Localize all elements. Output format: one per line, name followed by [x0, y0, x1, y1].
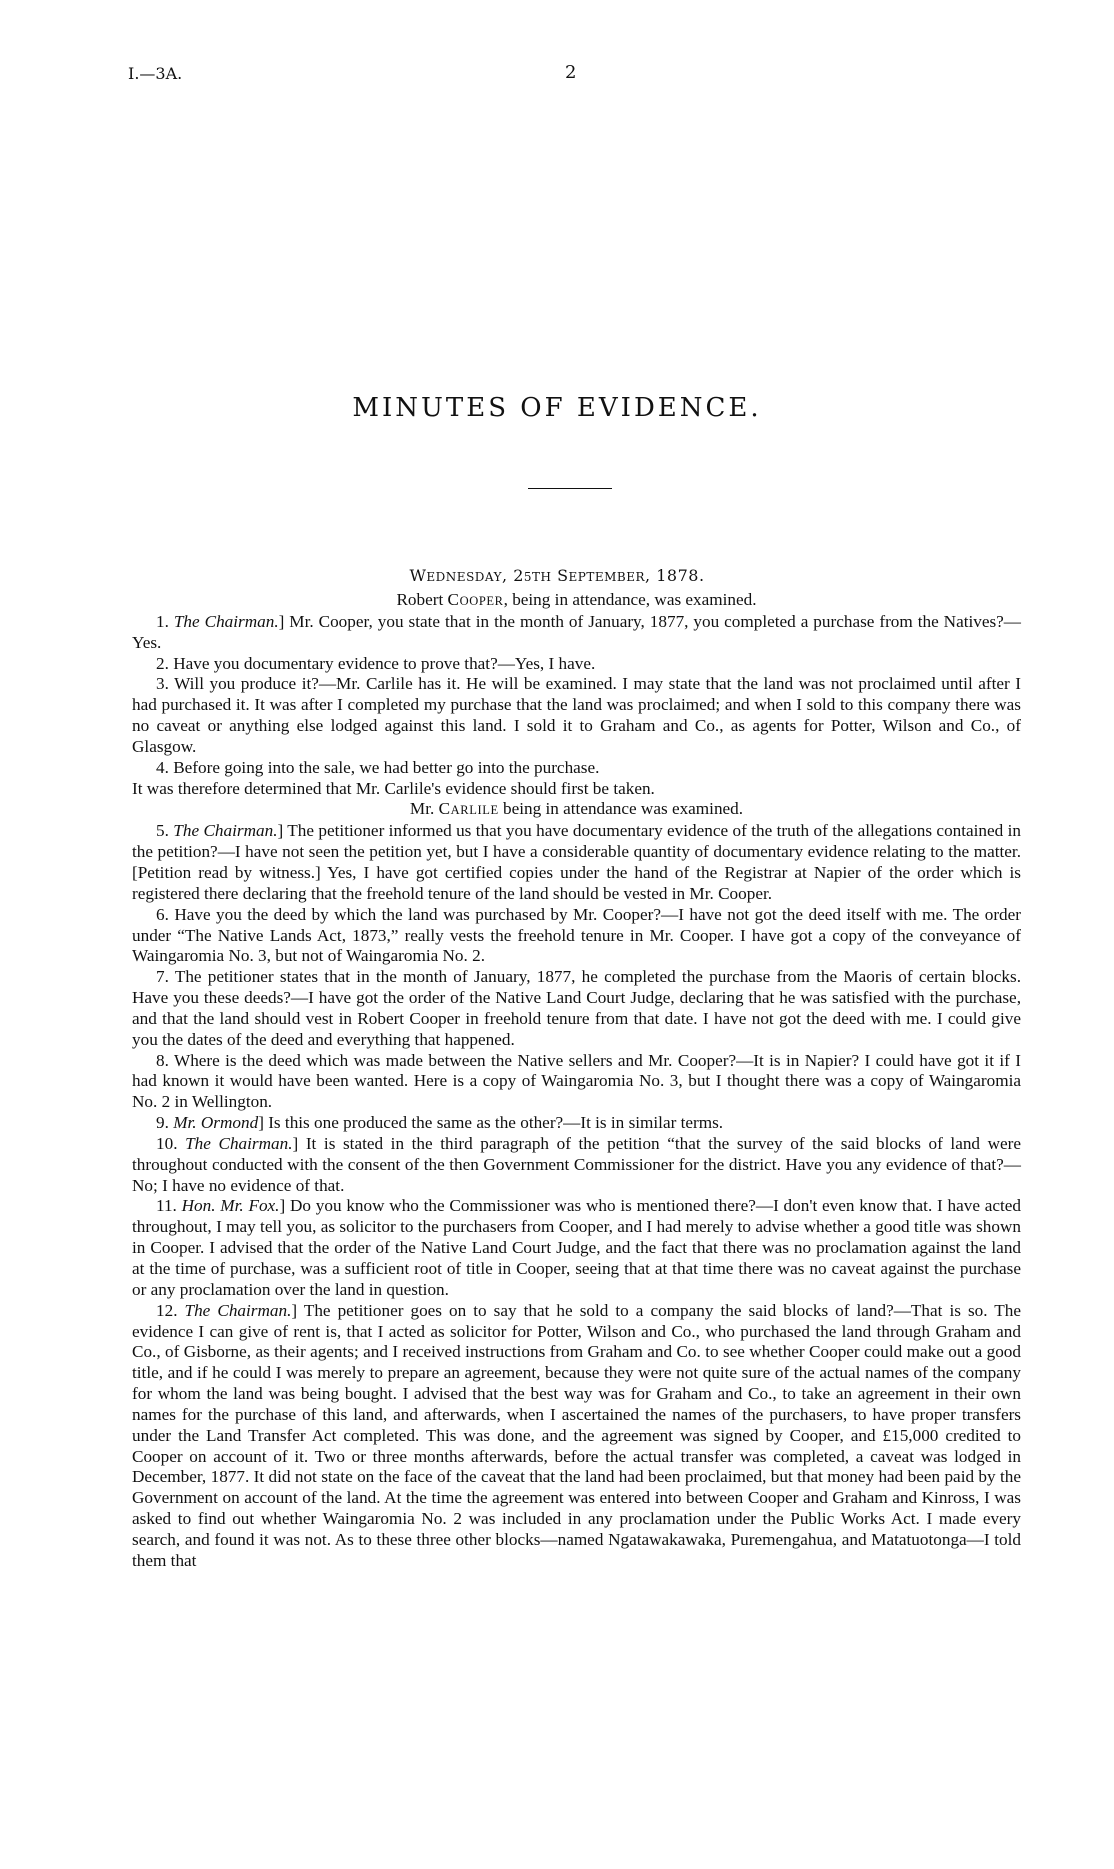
question-number: 11. — [156, 1196, 182, 1216]
day: 25TH — [513, 566, 552, 585]
question-2: 2. Have you documentary evidence to prove that?—Yes, I have. — [156, 653, 596, 673]
question-text: ] The petitioner goes on to say that he sold to a company the said blocks of land?—That is so. The evidence I can give of rent is, that I acted as solicitor for Potter, Wilson and Co., who purchased the land through Graham and Co., of Gisborne, as their agents; and I received instructions from Graham and Co. to see whether Cooper could make out a good title, and if he could I was merely to prepare an agreement, because they were not quite sure of the actual names of the company for whom the land was being bought. I advised that the best way was for Graham and Co., to take an agreement in their own names for the purchase of this land, and afterwards, when I ascertained the names of the purchasers, to have proper transfers under the Land Transfer Act completed. This was done, and the agreement was signed by Cooper, and £15,000 credited to Cooper on account of it. Two or three months afterwards, before the actual transfer was completed, a caveat was lodged in December, 1877. It did not state on the face of the caveat that the land had been proclaimed, but that money had been paid by the Government on account of the land. At the time the agreement was entered into between Cooper and Graham and Kinross, I was asked to find out whether Waingaromia No. 2 was included in any proclamation under the Public Works Act. I made every search, and found it was not. As to these three other blocks—named Ngatawakawaka, Puremengahua, and Matatuotonga—I told them that — [132, 1300, 1022, 1570]
question-number: 5. — [156, 821, 174, 841]
question-number: 12. — [156, 1300, 185, 1320]
evidence-body — [132, 590, 1021, 1572]
witness-intro — [132, 590, 1021, 612]
question-text: ] The petitioner informed us that you have documentary evidence of the truth of the allegations contained in the petition?—I have not seen the petition yet, but I have a considerable quantity of documentary evidence relating to the matter. [Petition read by witness.] Yes, I have got certified copies under the hand of the Registrar at Napier of the order which is registered there declaring that the freehold tenure of the land should be vested in Mr. Cooper. — [132, 821, 1022, 903]
session-date: WEDNESDAY, 25TH SEPTEMBER, 1878. — [409, 566, 705, 585]
witness-first-name: Robert — [396, 590, 448, 609]
title-divider — [528, 488, 612, 489]
witness-intro-text: being in attendance was examined. — [498, 799, 744, 819]
question-12 — [132, 1301, 1021, 1572]
question-1 — [132, 612, 1021, 654]
speaker: The Chairman. — [173, 611, 279, 631]
year: , 1878. — [645, 566, 705, 585]
speaker: The Chairman. — [173, 821, 278, 841]
procedural-note: It was therefore determined that Mr. Carlile's evidence should first be taken. — [132, 778, 655, 798]
question-9 — [132, 1113, 1021, 1134]
page-title: MINUTES OF EVIDENCE. — [352, 393, 762, 423]
witness-surname: COOPER — [447, 590, 504, 609]
question-text: ] It is stated in the third paragraph of the petition “that the survey of the said blocks of land were throughout conducted with the consent of the then Government Commissioner for the district. Have you any evidence of that?—No; I have no evidence of that. — [132, 1133, 1022, 1195]
question-number: 10. — [156, 1133, 186, 1153]
page-number: 2 — [565, 62, 577, 83]
question-4: 4. Before going into the sale, we had better go into the purchase. — [156, 757, 600, 777]
witness-title: Mr. — [409, 799, 439, 819]
question-8: 8. Where is the deed which was made between the Native sellers and Mr. Cooper?—It is in Napier? I could have got it if I had known it would have been wanted. Here is a copy of Waingaromia No. 3, but I thought there was a copy of Waingaromia No. 2 in Wellington. — [132, 1050, 1021, 1112]
question-7: 7. The petitioner states that in the month of January, 1877, he completed the purchase from the Maoris of certain blocks. Have you these deeds?—I have got the order of the Native Land Court Judge, declaring that he was satisfied with the purchase, and that the land should vest in Robert Cooper in freehold tenure from that date. I have not got the deed with me. I could give you the dates of the deed and everything that happened. — [132, 967, 1021, 1049]
question-number: 9. — [156, 1113, 174, 1133]
speaker: Mr. Ormond — [173, 1113, 259, 1133]
speaker: The Chairman. — [185, 1133, 293, 1153]
question-text: ] Mr. Cooper, you state that in the month of January, 1877, you completed a purchase from the Natives?—Yes. — [132, 611, 1021, 652]
question-11 — [132, 1196, 1021, 1300]
question-10 — [132, 1134, 1021, 1197]
speaker: Hon. Mr. Fox. — [181, 1196, 280, 1216]
question-number: 1. — [156, 611, 174, 631]
question-5 — [132, 821, 1021, 904]
document-reference: I.—3A. — [128, 64, 183, 83]
witness-intro — [132, 799, 1021, 821]
witness-surname: CARLILE — [438, 799, 499, 819]
question-6: 6. Have you the deed by which the land was purchased by Mr. Cooper?—I have not got the deed itself with me. The order under “The Native Lands Act, 1873,” really vests the freehold tenure in Mr. Cooper. I have got a copy of the conveyance of Waingaromia No. 3, but not of Waingaromia No. 2. — [132, 904, 1021, 966]
weekday: WEDNESDAY — [409, 566, 503, 585]
question-text: ] Do you know who the Commissioner was who is mentioned there?—I don't even know that. I have acted throughout, I may tell you, as solicitor to the purchasers from Cooper, and I had merely to advise whether a good title was shown in Cooper. I advised that the order of the Native Land Court Judge, and the fact that there was no proclamation against the land at the time of purchase, was a sufficient root of title in Cooper, seeing that at that time there was no caveat against the purchase or any proclamation over the land in question. — [132, 1196, 1021, 1299]
speaker: The Chairman. — [184, 1300, 292, 1320]
month: SEPTEMBER — [557, 566, 646, 585]
question-3: 3. Will you produce it?—Mr. Carlile has it. He will be examined. I may state that the land was not proclaimed until after I had purchased it. It was after I completed my purchase that the land was proclaimed; and when I sold to this company there was no caveat or anything else lodged against this land. I sold it to Graham and Co., as agents for Potter, Wilson and Co., of Glasgow. — [132, 674, 1021, 756]
question-text: ] Is this one produced the same as the other?—It is in similar terms. — [258, 1113, 724, 1133]
witness-intro-text: , being in attendance, was examined. — [503, 590, 757, 609]
